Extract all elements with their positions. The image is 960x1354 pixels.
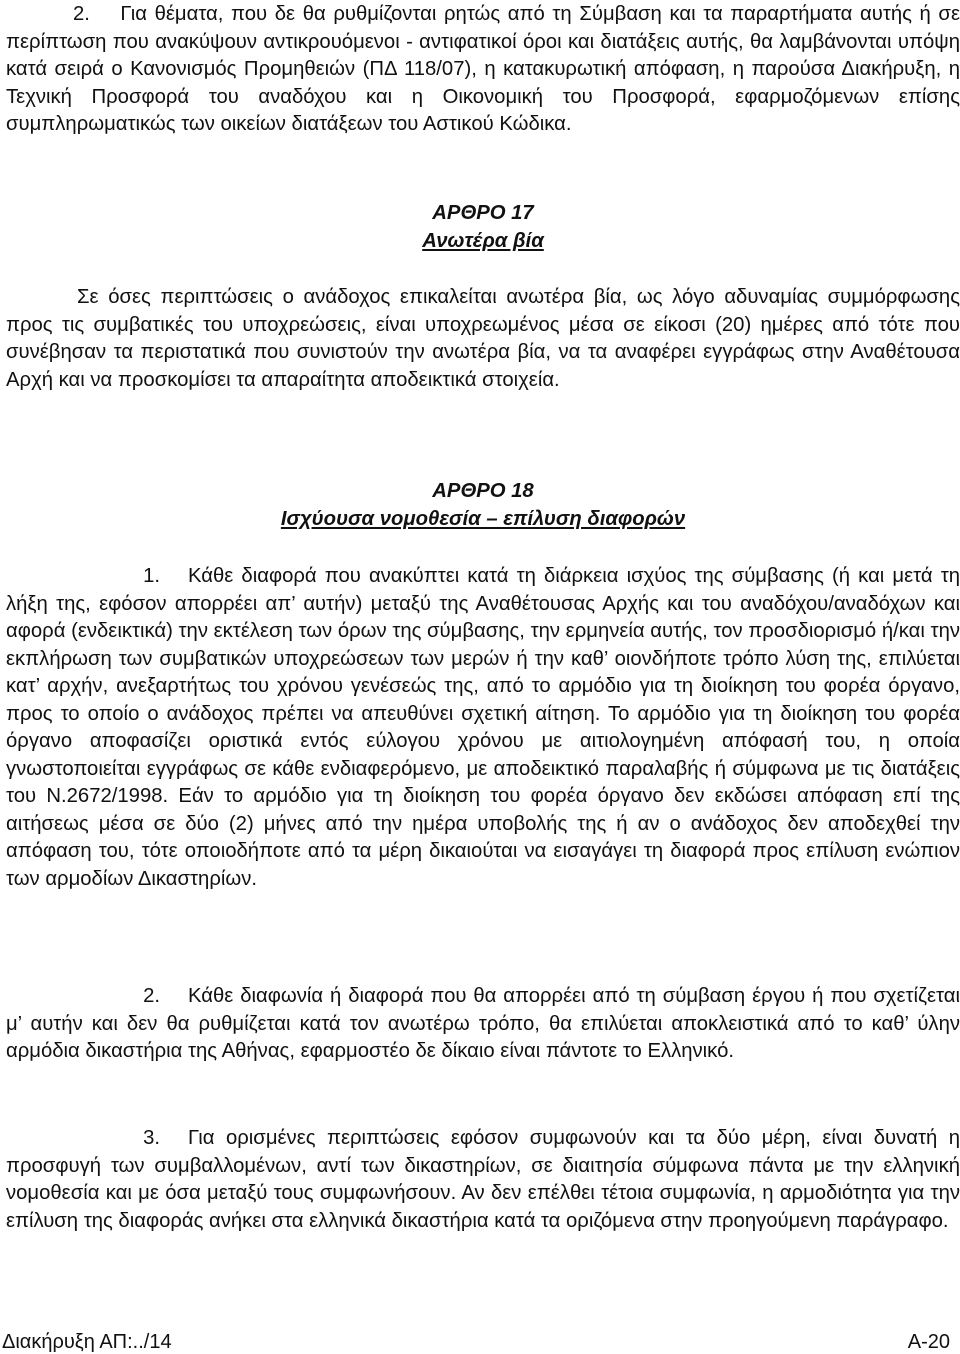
article-18-title: ΑΡΘΡΟ 18 xyxy=(432,480,534,502)
paragraph-number: 1. xyxy=(143,565,160,587)
article-18-subtitle xyxy=(6,506,960,534)
article-17-heading xyxy=(6,200,960,255)
paragraph-text: Για ορισμένες περιπτώσεις εφόσον συμφωνούν και τα δύο μέρη, είναι δυνατή η προσφυγή των συμβαλλομένων, αντί των δικαστηρίων, σε διαιτησία σύμφωνα πάντα με την ελληνική νομοθεσία και με όσα μεταξύ τους συμφωνήσουν. Αν δεν επέλθει τέτοια συμφωνία, η αρμοδιότητα για την επίλυση της διαφοράς ανήκει στα ελληνικά δικαστήρια κατά τα οριζόμενα στην προηγούμενη παράγραφο. xyxy=(6,1127,960,1232)
article-18-paragraph-3 xyxy=(6,1125,960,1235)
paragraph-number: 3. xyxy=(143,1127,160,1149)
paragraph-text: Κάθε διαφορά που ανακύπτει κατά τη διάρκεια ισχύος της σύμβασης (ή και μετά τη λήξη της, εφόσον απορρέει απ’ αυτήν) μεταξύ της Αναθέτουσας Αρχής και του αναδόχου/αναδόχων και αφορά (ενδεικτικά) την εκτέλεση των όρων της σύμβασης, την ερμηνεία αυτής, τον προσδιορισμό ή/και την εκπλήρωση των συμβατικών υποχρεώσεων των μερών ή την καθ’ οιονδήποτε τρόπο λύση της, επιλύεται κατ’ αρχήν, ανεξαρτήτως του χρόνου γενέσεώς της, από το αρμόδιο για τη διοίκηση του φορέα όργανο, προς το οποίο ο ανάδοχος πρέπει να απευθύνει σχετική αίτηση. Το αρμόδιο για τη διοίκηση του φορέα όργανο αποφασίζει οριστικά εντός εύλογου χρόνου με αιτιολογημένη απόφασή του, η οποία γνωστοποιείται εγγράφως σε κάθε ενδιαφερόμενο, με αποδεικτικό παραλαβής ή σύμφωνα με τις διατάξεις του Ν.2672/1998. Εάν το αρμόδιο για τη διοίκηση του φορέα όργανο δεν εκδώσει απόφαση επί της αιτήσεως μέσα σε δύο (2) μήνες από την ημέρα υποβολής της ή αν ο ανάδοχος δεν αποδεχθεί την απόφαση του, τότε οποιοδήποτε από τα μέρη δικαιούται να εισαγάγει τη διαφορά προς επίλυση ενώπιον των αρμοδίων Δικαστηρίων. xyxy=(6,565,960,890)
article-18-heading xyxy=(6,478,960,533)
article-17-subtitle-text: Ανωτέρα βία xyxy=(422,229,544,252)
footer-page-number: Α-20 xyxy=(907,1331,950,1353)
article-18-subtitle-text: Ισχύουσα νομοθεσία – επίλυση διαφορών xyxy=(280,507,686,530)
article-17-text: Σε όσες περιπτώσεις ο ανάδοχος επικαλείται ανωτέρα βία, ως λόγο αδυναμίας συμμόρφωσης προς τις συμβατικές του υποχρεώσεις, είναι υποχρεωμένος μέσα σε είκοσι (20) ημέρες από τότε που συνέβησαν τα περιστατικά που συνιστούν την ανωτέρα βία, να τα αναφέρει εγγράφως στην Αναθέτουσα Αρχή και να προσκομίσει τα απαραίτητα αποδεικτικά στοιχεία. xyxy=(6,286,960,391)
paragraph-number: 2. xyxy=(143,985,160,1007)
intro-paragraph: 2. Για θέματα, που δε θα ρυθμίζονται ρητώς από τη Σύμβαση και τα παραρτήματα αυτής ή σε περίπτωση που ανακύψουν αντικρουόμενοι - αντιφατικοί όροι και διατάξεις αυτής, θα λαμβάνονται υπόψη κατά σειρά ο Κανονισμός Προμηθειών (ΠΔ 118/07), η κατακυρωτική απόφαση, η παρούσα Διακήρυξη, η Τεχνική Προσφορά του αναδόχου και η Οικονομική του Προσφορά, εφαρμοζόμενων επίσης συμπληρωματικώς των οικείων διατάξεων του Αστικού Κώδικα. xyxy=(6,3,960,135)
article-17-title: ΑΡΘΡΟ 17 xyxy=(432,202,534,224)
article-18-paragraph-2 xyxy=(6,983,960,1066)
page-footer xyxy=(2,1330,950,1354)
footer-document-ref: Διακήρυξη ΑΠ:../14 xyxy=(2,1331,172,1353)
article-18-paragraph-1 xyxy=(6,563,960,893)
paragraph-text: Κάθε διαφωνία ή διαφορά που θα απορρέει από τη σύμβαση έργου ή που σχετίζεται μ’ αυτήν και δεν θα ρυθμίζεται κατά τον ανωτέρω τρόπο, θα επιλύεται αποκλειστικά από το καθ’ ύλην αρμόδια δικαστήρια της Αθήνας, εφαρμοστέο δε δίκαιο είναι πάντοτε το Ελληνικό. xyxy=(6,985,960,1062)
article-17-subtitle xyxy=(6,228,960,256)
